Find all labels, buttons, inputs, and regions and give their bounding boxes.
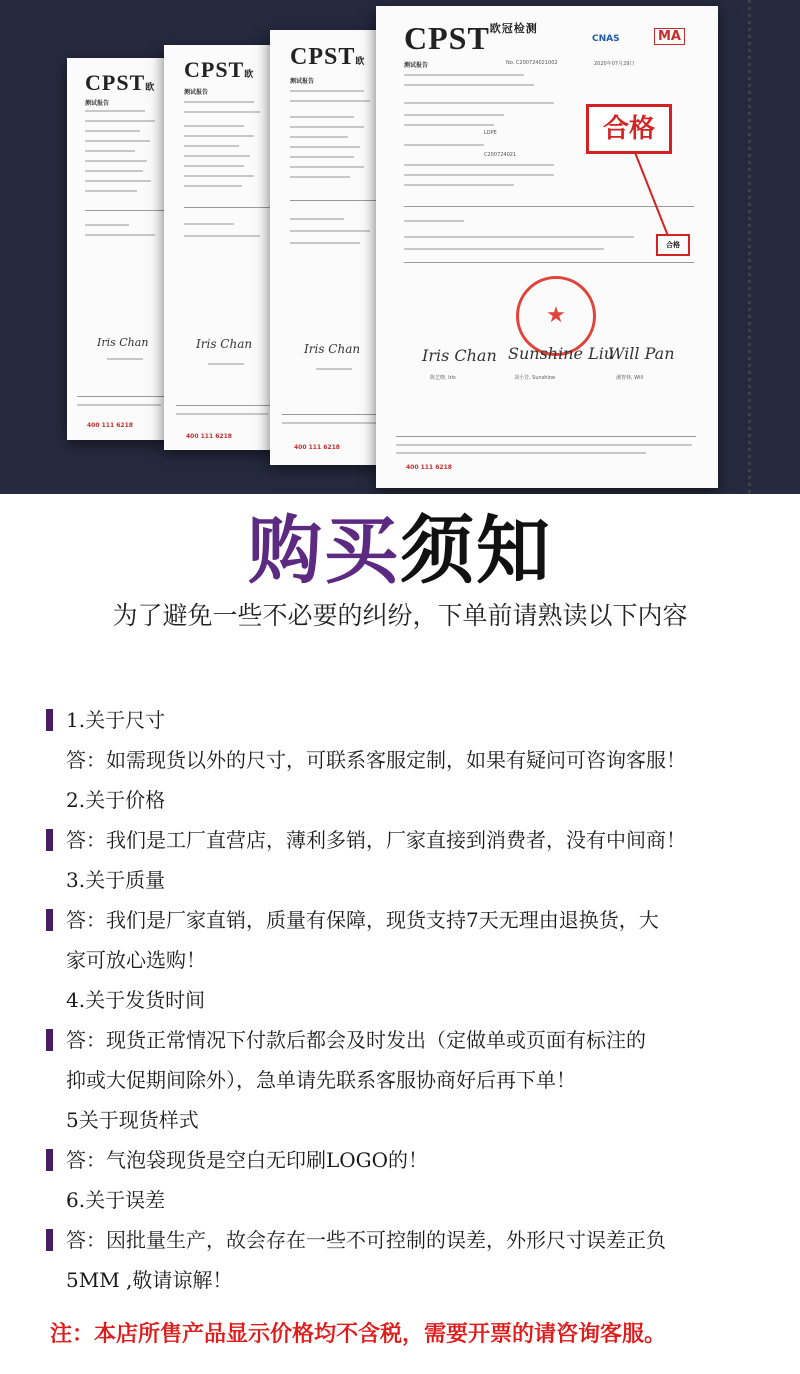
signature: Sunshine Liu: [508, 344, 615, 363]
phone-number: 400 111 6218: [87, 422, 133, 429]
certificate-report-label: 测试报告: [184, 89, 209, 96]
faq-line-text: 2.关于价格: [66, 788, 166, 812]
certificate-report-label: 测试报告: [404, 62, 429, 69]
signature: Iris Chan: [422, 346, 497, 365]
phone-number: 400 111 6218: [294, 444, 340, 451]
faq-answer: [0, 820, 800, 860]
certificate-report-label: 测试报告: [85, 100, 110, 107]
signer-name: 刘小芳, Sunshine: [514, 375, 556, 381]
bullet-bar: [46, 1229, 53, 1251]
faq-answer: [0, 940, 800, 980]
tax-note: 注：本店所售产品显示价格均不含税，需要开票的请咨询客服。: [50, 1321, 667, 1347]
faq-heading: [0, 780, 800, 820]
certificate-logo: $CPST^{欧冠检测}$: [404, 20, 538, 56]
page-title: 购买须知: [248, 508, 552, 594]
certificates-banner: [0, 0, 800, 494]
signature: Iris Chan: [97, 336, 149, 349]
faq-line-text: 5关于现货样式: [66, 1108, 199, 1132]
faq-answer: [0, 900, 800, 940]
ma-badge: MA: [654, 28, 685, 45]
certificate-logo: CPST欧: [290, 44, 366, 70]
faq-line-text: 抑或大促期间除外），急单请先联系客服协商好后再下单！: [66, 1068, 576, 1092]
faq-line-text: 答：我们是厂家直销，质量有保障，现货支持7天无理由退换货，大: [66, 908, 659, 932]
faq-answer: [0, 1020, 800, 1060]
material-value: LDPE: [484, 130, 497, 136]
bullet-bar: [46, 829, 53, 851]
faq-answer: [0, 1220, 800, 1260]
faq-answer: [0, 1140, 800, 1180]
company-seal: ★: [516, 276, 596, 356]
faq-line-text: 答：如需现货以外的尺寸，可联系客服定制，如果有疑问可咨询客服！: [66, 748, 686, 772]
cnas-badge: CNAS: [592, 34, 620, 44]
faq-heading: [0, 1100, 800, 1140]
faq-heading: [0, 860, 800, 900]
faq-answer: [0, 1260, 800, 1300]
signature: Iris Chan: [304, 342, 361, 356]
report-date: 2020年07月29日: [594, 61, 635, 67]
faq-heading: [0, 700, 800, 740]
cpst-number: C200724021: [484, 152, 517, 158]
signature: Iris Chan: [196, 337, 253, 351]
faq-line-text: 5MM ,敬请谅解！: [66, 1268, 233, 1292]
phone-number: 400 111 6218: [406, 464, 452, 471]
signer-name: 陈艺晓, Iris: [430, 375, 456, 381]
result-cell: 合格: [656, 234, 690, 256]
faq-answer: [0, 740, 800, 780]
report-number: No. C200724021002: [506, 60, 558, 66]
faq-answer: [0, 1060, 800, 1100]
bullet-bar: [46, 1149, 53, 1171]
pass-callout: 合格: [586, 104, 672, 154]
callout-arrow: [0, 0, 800, 494]
certificate-report-label: 测试报告: [290, 78, 315, 85]
faq-line-text: 答：现货正常情况下付款后都会及时发出（定做单或页面有标注的: [66, 1028, 646, 1052]
faq-line-text: 4.关于发货时间: [66, 988, 206, 1012]
faq-line-text: 6.关于误差: [66, 1188, 166, 1212]
faq-heading: [0, 1180, 800, 1220]
signature: Will Pan: [608, 344, 675, 363]
bullet-bar: [46, 909, 53, 931]
bullet-bar: [46, 1029, 53, 1051]
faq-line-text: 3.关于质量: [66, 868, 166, 892]
signer-name: 潘智林, Will: [616, 375, 644, 381]
faq-heading: [0, 980, 800, 1020]
faq-line-text: 1.关于尺寸: [66, 708, 166, 732]
page-subtitle: 为了避免一些不必要的纠纷，下单前请熟读以下内容: [112, 601, 688, 630]
faq-line-text: 家可放心选购！: [66, 948, 206, 972]
certificate-logo: CPST欧: [85, 70, 156, 95]
faq-line-text: 答：气泡袋现货是空白无印刷LOGO的！: [66, 1148, 429, 1172]
certificate-logo: CPST欧: [184, 57, 255, 82]
bullet-bar: [46, 709, 53, 731]
faq-line-text: 答：我们是工厂直营店，薄利多销，厂家直接到消费者，没有中间商！: [66, 828, 686, 852]
phone-number: 400 111 6218: [186, 433, 232, 440]
faq-line-text: 答：因批量生产，故会存在一些不可控制的误差，外形尺寸误差正负: [66, 1228, 666, 1252]
